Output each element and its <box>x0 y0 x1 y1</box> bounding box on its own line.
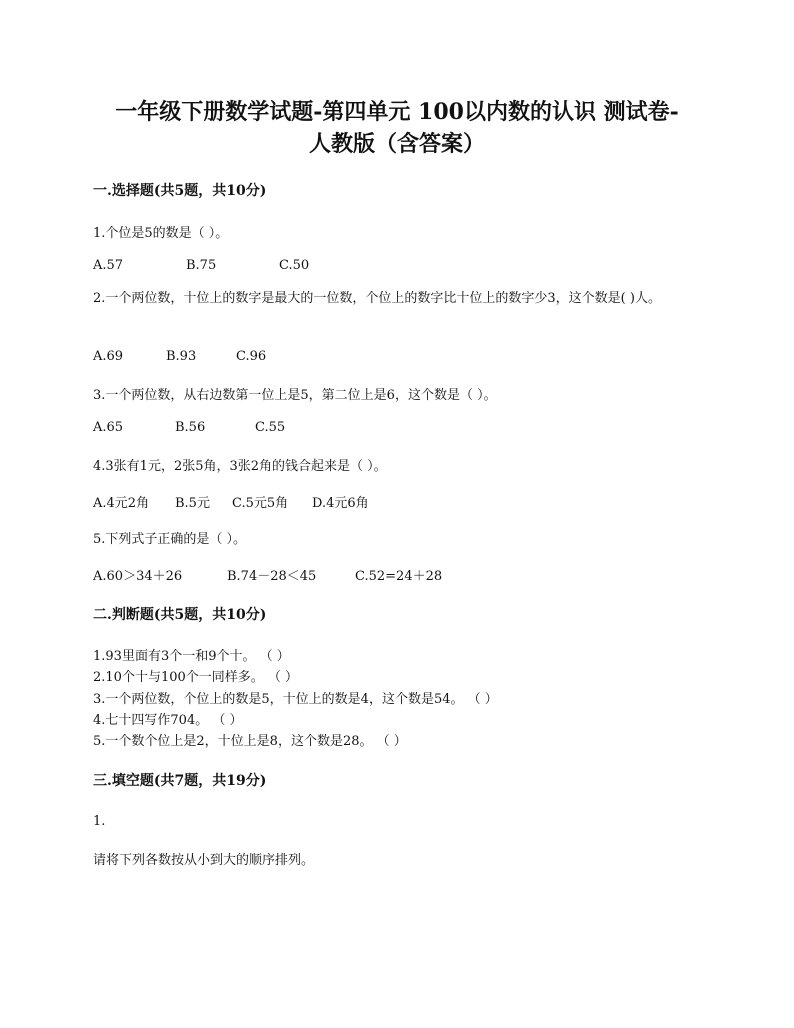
option-2b: B.93 <box>166 349 197 364</box>
option-2c: C.96 <box>236 349 267 364</box>
option-3b: B.56 <box>175 420 206 435</box>
section-heading-choice: 一.选择题(共5题，共10分) <box>93 183 267 199</box>
judgement-item-2: 2.10个十与100个一同样多。 （ ） <box>93 670 299 685</box>
option-1a: A.57 <box>93 258 124 273</box>
judgement-item-1: 1.93里面有3个一和9个十。 （ ） <box>93 649 290 664</box>
question-3: 3.一个两位数，从右边数第一位上是5，第二位上是6，这个数是（ ）。 <box>93 388 497 403</box>
option-5c: C.52=24＋28 <box>355 569 443 584</box>
section-heading-judgement: 二.判断题(共5题，共10分) <box>93 607 267 623</box>
option-3a: A.65 <box>93 420 124 435</box>
question-1: 1.个位是5的数是（ ）。 <box>93 226 229 241</box>
option-3c: C.55 <box>255 420 286 435</box>
fill-question-1-number: 1. <box>93 814 106 829</box>
option-5a: A.60＞34＋26 <box>93 569 183 584</box>
judgement-item-5: 5.一个数个位上是2，十位上是8，这个数是28。 （ ） <box>93 734 407 749</box>
section-heading-fill: 三.填空题(共7题，共19分) <box>93 773 267 789</box>
option-2a: A.69 <box>93 349 124 364</box>
option-4b: B.5元 <box>175 496 210 511</box>
option-4d: D.4元6角 <box>312 496 369 511</box>
option-1c: C.50 <box>279 258 310 273</box>
fill-question-1-text: 请将下列各数按从小到大的顺序排列。 <box>93 853 315 868</box>
option-4a: A.4元2角 <box>93 496 150 511</box>
question-4: 4.3张有1元，2张5角，3张2角的钱合起来是（ ）。 <box>93 459 387 474</box>
option-1b: B.75 <box>186 258 217 273</box>
judgement-item-4: 4.七十四写作704。 （ ） <box>93 713 243 728</box>
question-2: 2.一个两位数，十位上的数字是最大的一位数，个位上的数字比十位上的数字少3，这个数是( )人。 <box>93 291 661 306</box>
page-title-line2: 人教版（含答案） <box>308 131 485 157</box>
page-title-line1: 一年级下册数学试题-第四单元 100以内数的认识 测试卷- <box>115 99 679 125</box>
question-5: 5.下列式子正确的是（ ）。 <box>93 532 247 547</box>
option-4c: C.5元5角 <box>232 496 289 511</box>
judgement-item-3: 3.一个两位数，个位上的数是5，十位上的数是4，这个数是54。 （ ） <box>93 692 498 707</box>
option-5b: B.74－28＜45 <box>227 569 317 584</box>
